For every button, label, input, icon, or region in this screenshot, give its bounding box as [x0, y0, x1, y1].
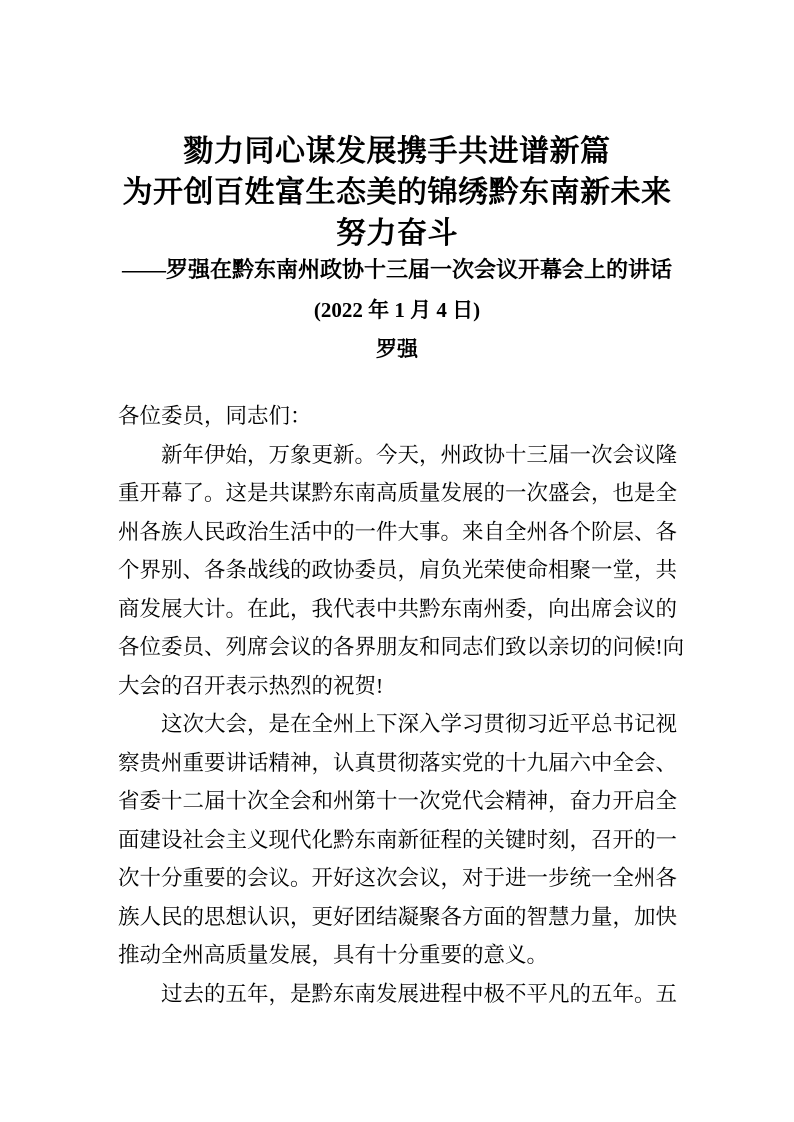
- body-line: 各位委员，同志们：: [118, 404, 312, 428]
- body-line: 面建设社会主义现代化黔东南新征程的关键时刻，召开的一: [118, 827, 678, 852]
- doc-subtitle: ——罗强在黔东南州政协十三届一次会议开幕会上的讲话: [121, 257, 672, 282]
- doc-title-line-3: 努力奋斗: [336, 217, 458, 250]
- body-line: 族人民的思想认识，更好团结凝聚各方面的智慧力量，加快: [118, 904, 678, 929]
- body-line: 过去的五年，是黔东南发展进程中极不平凡的五年。五: [161, 981, 678, 1006]
- doc-title-line-1: 勠力同心谋发展携手共进谱新篇: [183, 135, 611, 168]
- body-line: 大会的召开表示热烈的祝贺!: [118, 673, 384, 698]
- body-line: 州各族人民政治生活中的一件大事。来自全州各个阶层、各: [118, 519, 678, 544]
- body-line: 次十分重要的会议。开好这次会议，对于进一步统一全州各: [118, 866, 678, 890]
- body-line: 推动全州高质量发展，具有十分重要的意义。: [118, 943, 549, 967]
- body-line: 这次大会，是在全州上下深入学习贯彻习近平总书记视: [161, 712, 678, 736]
- doc-body: [118, 397, 685, 1013]
- body-line: 省委十二届十次全会和州第十一次党代会精神，奋力开启全: [118, 789, 678, 813]
- doc-title: [0, 131, 794, 254]
- body-line: 商发展大计。在此，我代表中共黔东南州委，向出席会议的: [118, 596, 678, 621]
- body-line: 各位委员、列席会议的各界朋友和同志们致以亲切的问候!向: [118, 635, 685, 659]
- body-line: 察贵州重要讲话精神，认真贯彻落实党的十九届六中全会、: [118, 750, 678, 775]
- body-line: 个界别、各条战线的政协委员，肩负光荣使命相聚一堂，共: [118, 558, 678, 582]
- doc-author: 罗强: [376, 337, 418, 361]
- body-line: 新年伊始，万象更新。今天，州政协十三届一次会议隆: [161, 442, 678, 467]
- doc-title-line-2: 为开创百姓富生态美的锦绣黔东南新未来: [122, 176, 672, 209]
- body-line: 重开幕了。这是共谋黔东南高质量发展的一次盛会，也是全: [118, 481, 678, 505]
- doc-date: (2022 年 1 月 4 日): [313, 298, 481, 322]
